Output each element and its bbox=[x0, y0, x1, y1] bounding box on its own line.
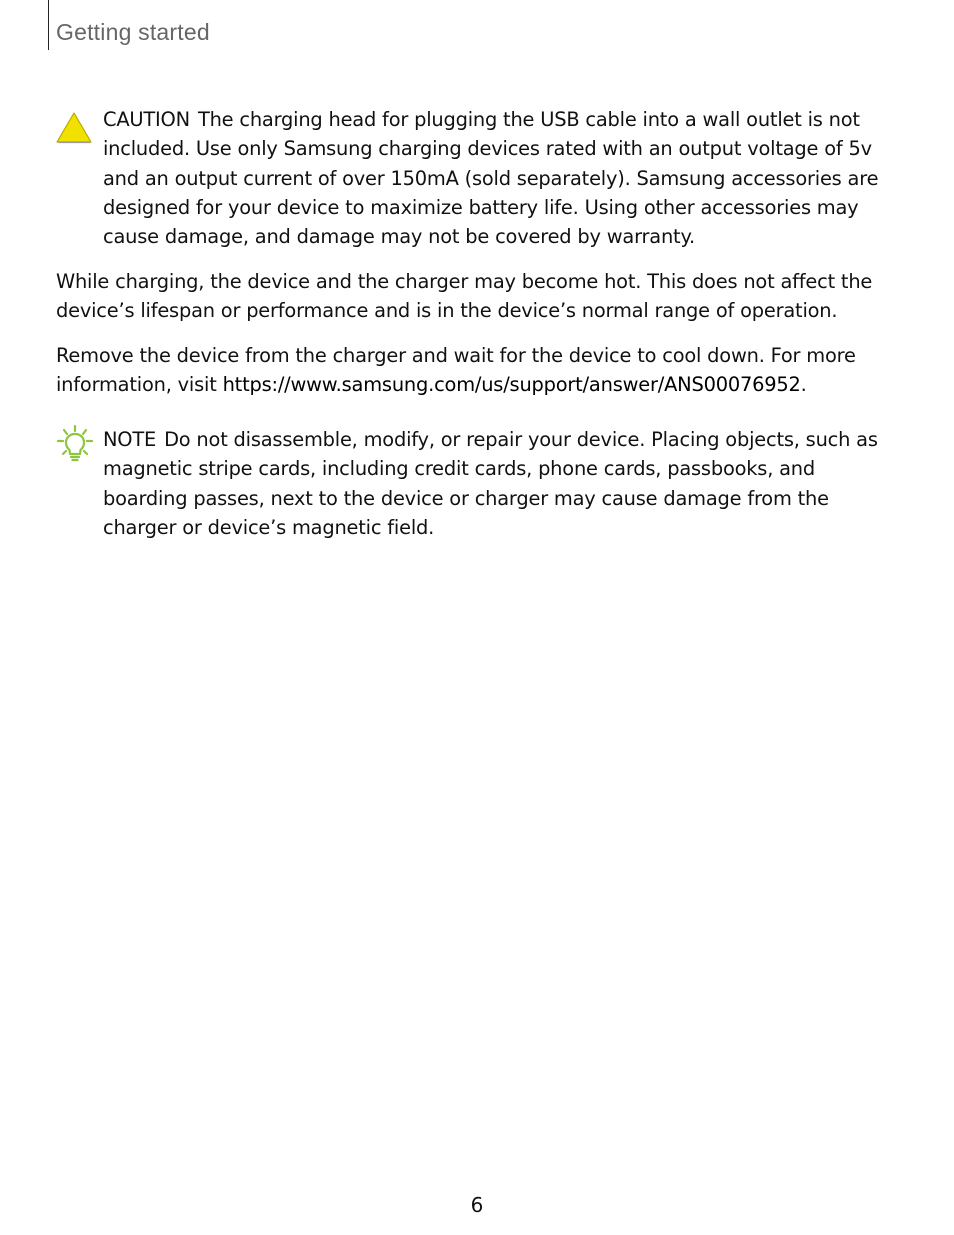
cooldown-paragraph bbox=[56, 341, 916, 400]
header-divider bbox=[48, 0, 49, 50]
support-link[interactable]: https://www.samsung.com/us/support/answer/ANS00076952 bbox=[222, 373, 801, 397]
note-text: Do not disassemble, modify, or repair your device. Placing objects, such as magnetic stripe cards, including credit cards, phone cards, passbooks, and boarding passes, next to the device or charger may cause damage from the charger or device’s magnetic field. bbox=[103, 428, 878, 539]
heat-paragraph: While charging, the device and the charger may become hot. This does not affect the device’s lifespan or performance and is in the device’s normal range of operation. bbox=[56, 270, 873, 323]
caution-label: CAUTION bbox=[103, 108, 190, 131]
lightbulb-icon bbox=[56, 424, 96, 464]
note-label: NOTE bbox=[103, 428, 157, 451]
note-callout bbox=[103, 425, 903, 542]
caution-callout bbox=[103, 105, 903, 251]
cooldown-end: . bbox=[800, 373, 807, 397]
cooldown-text: Remove the device from the charger and wait for the device to cool down. For more information, visit bbox=[56, 344, 856, 397]
section-title: Getting started bbox=[56, 19, 210, 45]
page-number: 6 bbox=[470, 1193, 484, 1217]
warning-triangle-icon bbox=[55, 111, 93, 145]
caution-text: The charging head for plugging the USB cable into a wall outlet is not included. Use only Samsung charging devices rated with an output voltage of 5v and an output current of over 150mA (sold separately). Samsung accessories are designed for your device to maximize battery life. Using other accessories may cause damage, and damage may not be covered by warranty. bbox=[103, 108, 879, 249]
